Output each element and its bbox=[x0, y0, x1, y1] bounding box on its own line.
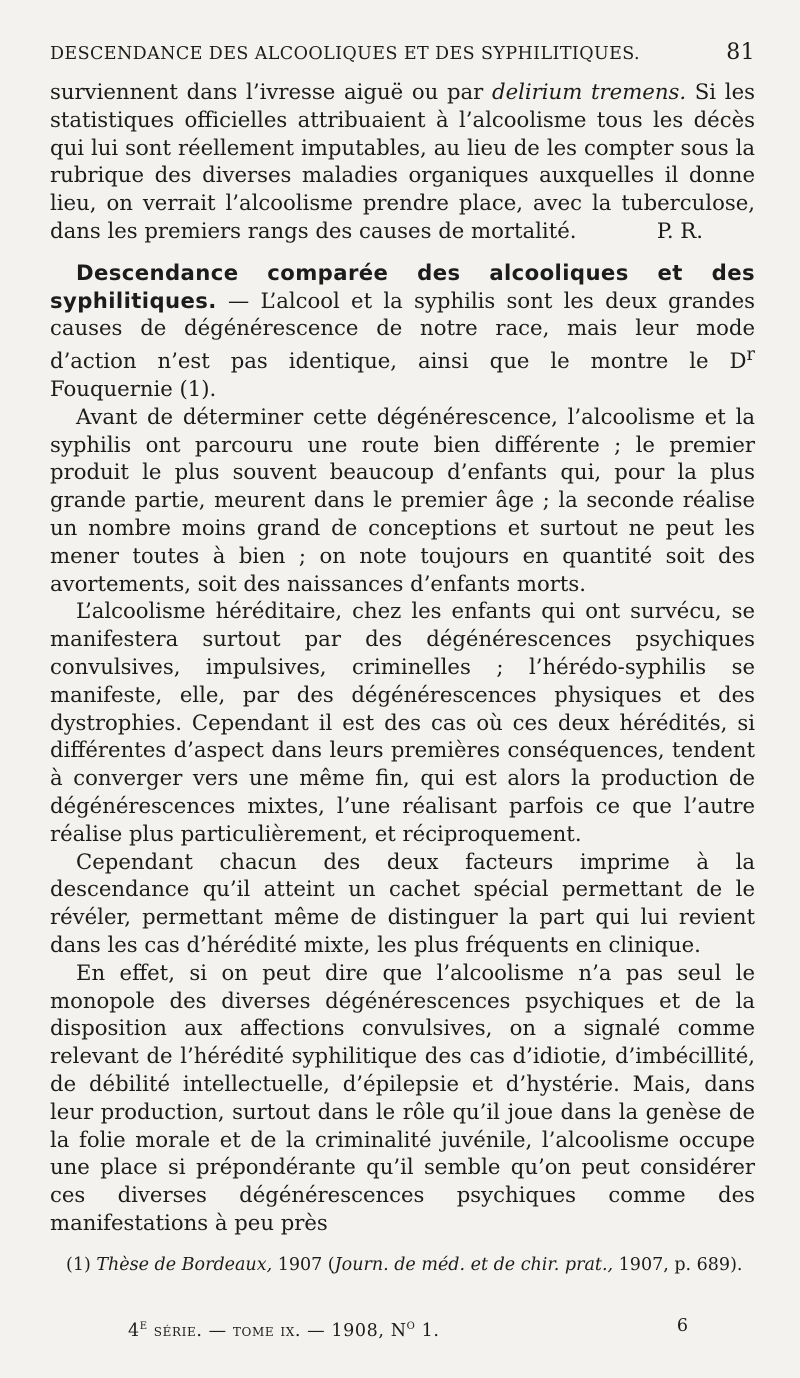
paragraph-3: Avant de déterminer cette dégénérescence, l’alcoolisme et la syphilis ont parcouru une route bien différente ; le premier produit le plus souvent beaucoup d’enfants qui, pour la plus grande partie, meurent dans le premier âge ; la seconde réalise un nombre moins grand de conceptions et surtout ne peut les mener toutes à bien ; on note toujours en quantité soit des avortements, soit des naissances d’enfants morts. bbox=[50, 403, 755, 596]
footnote-journal: Journ. de méd. et de chir. prat., bbox=[334, 1255, 614, 1275]
paragraph-4: L’alcoolisme héréditaire, chez les enfants qui ont survécu, se manifestera surtout par des dégénérescences psychiques convulsives, impulsives, criminelles ; l’hérédo-syphilis se manifeste, elle, par des dégénérescences physiques et des dystrophies. Cependant il est des cas où ces deux hérédités, si différentes d’aspect dans leurs premières conséquences, tendent à converger vers une même fin, qui est alors la production de dégénérescences mixtes, l’une réalisant parfois ce que l’autre réalise plus particulièrement, et réciproquement. bbox=[50, 598, 755, 846]
paragraph-1-text: Si les statistiques officielles attribuaient à l’alcoolisme tous les décès qui lui sont réellement imputables, au lieu de les compter sous la rubrique des diverses maladies organiques auxquelles il donne lieu, on verrait l’alcoolisme prendre place, avec la tuberculose, dans les premiers rangs des causes de mortalité. bbox=[50, 79, 755, 243]
page-footer bbox=[128, 1316, 688, 1341]
running-title: DESCENDANCE DES ALCOOLIQUES ET DES SYPHILITIQUES. bbox=[50, 44, 641, 64]
footnote-marker: (1) bbox=[66, 1255, 97, 1275]
footnote-mid: 1907 ( bbox=[272, 1255, 335, 1275]
author-initials: P. R. bbox=[656, 217, 703, 243]
paragraph-2-sup: r bbox=[746, 345, 755, 366]
paragraph-1-start: surviennent dans l’ivresse aiguë ou par bbox=[50, 79, 492, 104]
footnote bbox=[50, 1254, 755, 1276]
section-heading: Descendance comparée des alcooliques et des syphilitiques. bbox=[50, 259, 755, 313]
paragraph-6: En effet, si on peut dire que l’alcoolisme n’a pas seul le monopole des diverses dégénérescences psychiques et de la disposition aux affections convulsives, on a signalé comme relevant de l’hérédité syphilitique des cas d’idiotie, d’imbécillité, de débilité intellectuelle, d’épilepsie et d’hystérie. Mais, dans leur production, surtout dans le rôle qu’il joue dans la genèse de la folie morale et de la criminalité juvénile, l’alcoolisme occupe une place si prépondérante qu’il semble qu’on peut considérer ces diverses dégénérescences psychiques comme des manifestations à peu près bbox=[50, 959, 755, 1235]
paragraph-1 bbox=[50, 78, 755, 245]
body-text bbox=[50, 78, 755, 1237]
paragraph-5: Cependant chacun des deux facteurs imprime à la descendance qu’il atteint un cachet spécial permettant de le révéler, permettant même de distinguer la part qui lui revient dans les cas d’hérédité mixte, les plus fréquents en clinique. bbox=[50, 848, 755, 957]
number-sup: o bbox=[406, 1316, 416, 1333]
footnote-text bbox=[50, 1254, 755, 1276]
paragraph-2-text: — L’alcool et la syphilis sont les deux grandes causes de dégénérescence de notre race, mais leur mode d’action n’est pas identique, ainsi que le montre le D bbox=[50, 287, 755, 374]
signature-mark: 6 bbox=[676, 1316, 688, 1336]
series-sup: e bbox=[139, 1316, 148, 1333]
running-head bbox=[50, 40, 755, 65]
paragraph-1-italic: delirium tremens. bbox=[492, 79, 687, 104]
series-info bbox=[128, 1316, 439, 1341]
footnote-tail: 1907, p. 689). bbox=[613, 1255, 743, 1275]
number-rest: 1. bbox=[415, 1320, 440, 1341]
paragraph-2-tail: Fouquernie (1). bbox=[50, 376, 217, 402]
footnote-thesis: Thèse de Bordeaux, bbox=[96, 1255, 273, 1275]
page-number: 81 bbox=[726, 40, 755, 65]
series-rest: série. — tome ix. — 1908, N bbox=[147, 1320, 407, 1341]
series-number: 4 bbox=[128, 1320, 140, 1341]
paragraph-2 bbox=[50, 259, 755, 403]
